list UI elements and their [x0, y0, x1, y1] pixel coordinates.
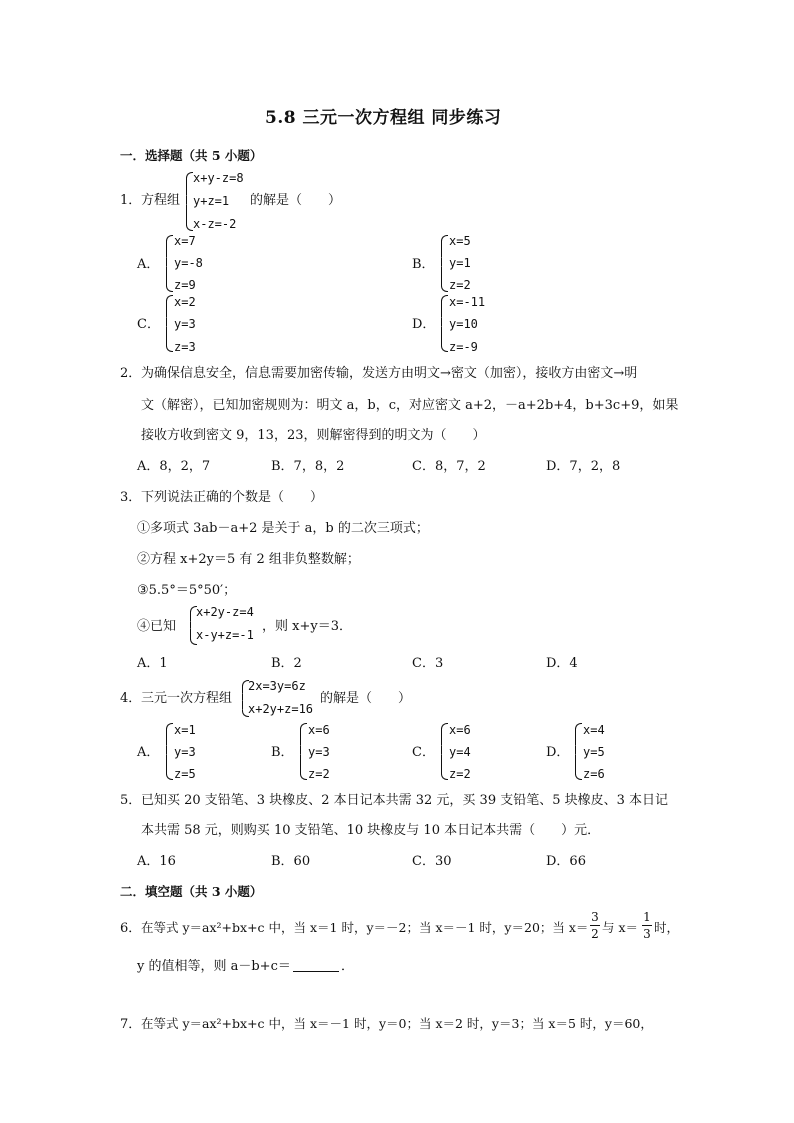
- question-text-line: y 的值相等，则 a－b+c＝: [137, 959, 291, 974]
- equation: x=2: [174, 295, 196, 309]
- option-label: C．: [137, 317, 160, 332]
- equation: z=2: [449, 767, 471, 781]
- equation: x=5: [449, 234, 471, 248]
- page-title: 5.8 三元一次方程组 同步练习: [265, 108, 502, 128]
- option-a[interactable]: A．16: [137, 854, 176, 869]
- equation: z=5: [174, 767, 196, 781]
- question-stem-end: 的解是（ ）: [320, 691, 412, 706]
- statement-item: ③5.5°＝5°50′；: [137, 583, 237, 598]
- equation: z=2: [449, 278, 471, 292]
- question-text-line: 文（解密），已知加密规则为：明文 a，b，c，对应密文 a+2，－a+2b+4，b+3c+9，如果: [141, 398, 679, 413]
- option-a[interactable]: A．8，2，7: [137, 459, 211, 474]
- equation: x+y-z=8: [193, 171, 244, 185]
- option-c[interactable]: C．8，7，2: [412, 459, 486, 474]
- fraction: [590, 911, 600, 940]
- brace-icon: [186, 172, 193, 179]
- answer-blank[interactable]: [293, 971, 339, 972]
- question-number: 1．: [120, 193, 142, 208]
- option-label: A．: [137, 745, 160, 760]
- question-stem: 下列说法正确的个数是（ ）: [141, 490, 324, 505]
- fraction: [642, 911, 652, 940]
- question-stem: 三元一次方程组: [141, 691, 233, 706]
- section-heading-fill-blank: 二．填空题（共 3 小题）: [120, 884, 263, 899]
- equation: z=-9: [449, 340, 478, 354]
- equation: y+z=1: [193, 194, 230, 208]
- brace-icon: [166, 723, 173, 730]
- equation: x=-11: [449, 295, 486, 309]
- option-b[interactable]: B．2: [271, 656, 302, 671]
- question-number: 4．: [120, 691, 142, 706]
- option-c[interactable]: C．30: [412, 854, 452, 869]
- equation: x+2y-z=4: [196, 605, 254, 619]
- equation: z=9: [174, 278, 196, 292]
- option-b[interactable]: B．7，8，2: [271, 459, 345, 474]
- option-label: B．: [271, 745, 294, 760]
- equation: z=3: [174, 340, 196, 354]
- equation: y=5: [583, 745, 605, 759]
- fraction-numerator: 1: [643, 910, 651, 924]
- equation: y=4: [449, 745, 471, 759]
- brace-icon: [441, 295, 448, 302]
- equation: z=6: [583, 767, 605, 781]
- statement-item: ④已知: [137, 619, 177, 634]
- equation: y=10: [449, 317, 478, 331]
- option-d[interactable]: D．66: [546, 854, 586, 869]
- question-text: ．: [341, 959, 355, 974]
- question-text-line: 本共需 58 元，则购买 10 支铅笔、10 块橡皮与 10 本日记本共需（ ）元．: [141, 823, 601, 838]
- option-d[interactable]: D．4: [546, 656, 578, 671]
- option-label: C．: [412, 745, 435, 760]
- question-text-line: 在等式 y＝ax²+bx+c 中，当 x＝－1 时，y＝0；当 x＝2 时，y＝3；当 x＝5 时，y＝60，: [141, 1016, 653, 1031]
- question-stem-end: 的解是（ ）: [250, 193, 342, 208]
- question-number: 7．: [120, 1017, 142, 1032]
- equation: x=4: [583, 723, 605, 737]
- equation: x+2y+z=16: [248, 702, 314, 716]
- equation: y=1: [449, 256, 471, 270]
- option-label: D．: [546, 745, 570, 760]
- equation: y=3: [174, 745, 196, 759]
- question-number: 6．: [120, 921, 142, 936]
- section-heading-choice: 一．选择题（共 5 小题）: [120, 148, 263, 163]
- equation: y=-8: [174, 256, 203, 270]
- fraction-denominator: 2: [591, 927, 599, 941]
- option-b[interactable]: B．60: [271, 854, 311, 869]
- option-label: B．: [412, 257, 435, 272]
- equation: x=1: [174, 723, 196, 737]
- question-stem: 方程组: [141, 193, 181, 208]
- statement-item-end: ，则 x+y＝3．: [262, 619, 352, 634]
- brace-icon: [441, 235, 448, 242]
- fraction-denominator: 3: [643, 927, 651, 941]
- brace-icon: [166, 295, 173, 302]
- option-c[interactable]: C．3: [412, 656, 444, 671]
- statement-item: ①多项式 3ab－a+2 是关于 a，b 的二次三项式；: [137, 521, 429, 536]
- option-d[interactable]: D．7，2，8: [546, 459, 621, 474]
- brace-icon: [441, 723, 448, 730]
- equation: z=2: [308, 767, 330, 781]
- fraction-numerator: 3: [591, 910, 599, 924]
- question-text: 与 x＝: [602, 920, 639, 935]
- question-text-line: 在等式 y＝ax²+bx+c 中，当 x＝1 时，y＝－2；当 x＝－1 时，y＝20；当 x＝: [141, 920, 589, 935]
- option-label: D．: [412, 317, 436, 332]
- brace-icon: [166, 235, 173, 242]
- brace-icon: [300, 723, 307, 730]
- question-text-line: 接收方收到密文 9，13，23，则解密得到的明文为（ ）: [141, 428, 486, 443]
- equation: y=3: [308, 745, 330, 759]
- equation: y=3: [174, 317, 196, 331]
- question-number: 3．: [120, 490, 142, 505]
- question-text: 时，: [654, 920, 680, 935]
- equation: x=6: [308, 723, 330, 737]
- question-text-line: 已知买 20 支铅笔、3 块橡皮、2 本日记本共需 32 元，买 39 支铅笔、5 块橡皮、3 本日记: [141, 793, 669, 808]
- option-label: A．: [137, 257, 160, 272]
- option-a[interactable]: A．1: [137, 656, 168, 671]
- question-number: 5．: [120, 793, 142, 808]
- equation: x=6: [449, 723, 471, 737]
- equation: x-y+z=-1: [196, 628, 254, 642]
- question-text-line: 为确保信息安全，信息需要加密传输，发送方由明文→密文（加密），接收方由密文→明: [141, 366, 638, 381]
- equation: x-z=-2: [193, 217, 237, 231]
- statement-item: ②方程 x+2y＝5 有 2 组非负整数解；: [137, 552, 360, 567]
- equation: 2x=3y=6z: [248, 679, 306, 693]
- equation: x=7: [174, 234, 196, 248]
- brace-icon: [575, 723, 582, 730]
- question-number: 2．: [120, 366, 142, 381]
